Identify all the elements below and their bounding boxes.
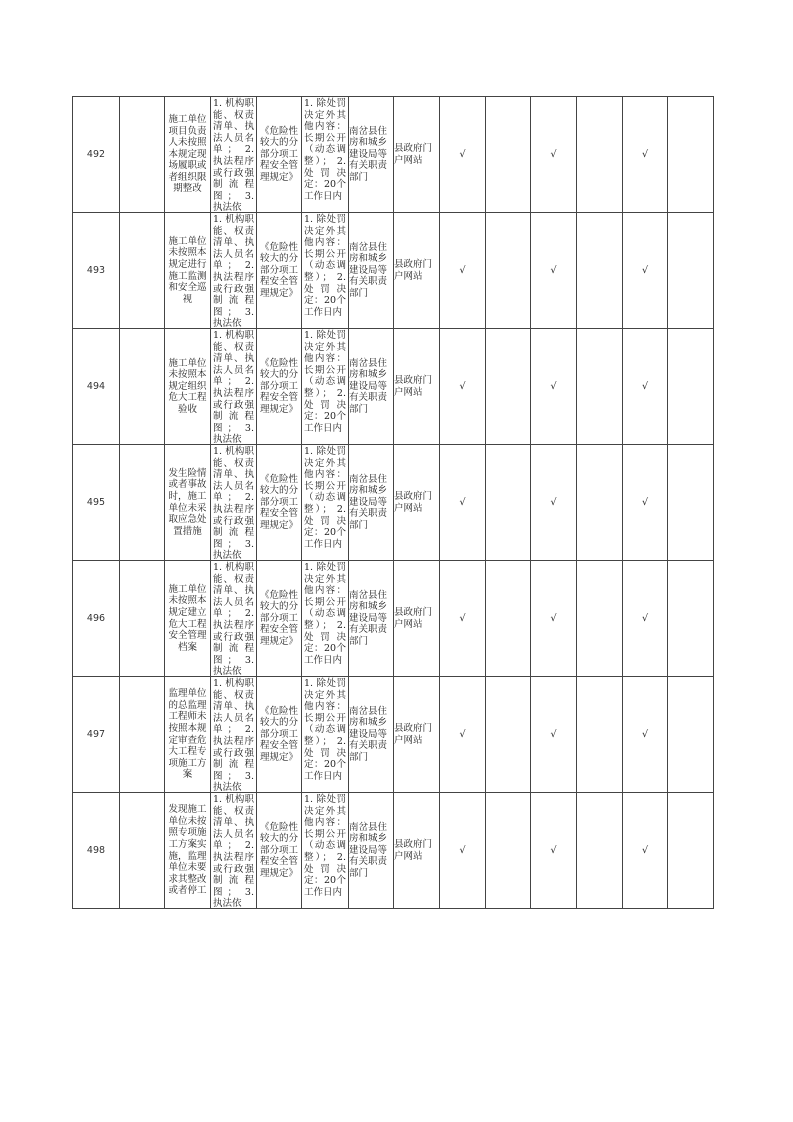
check-mark-cell: √ xyxy=(623,213,668,329)
disclosure-content-cell xyxy=(211,561,257,677)
disclosure-content-cell xyxy=(211,445,257,561)
disclosure-time-cell xyxy=(302,213,349,329)
disclosure-channel-cell: 县政府门户网站 xyxy=(394,677,440,793)
disclosure-channel-cell: 县政府门户网站 xyxy=(394,213,440,329)
disclosure-channel-cell: 县政府门户网站 xyxy=(394,793,440,909)
row-number-cell: 497 xyxy=(73,677,120,793)
empty-cell xyxy=(120,793,165,909)
disclosure-time-text: 1. 除处罚决定外其他内容：长期公开（动态调整）； 2. 处罚决定：20个工作日内 xyxy=(304,446,346,550)
empty-cell xyxy=(668,445,714,561)
check-mark-cell: √ xyxy=(440,445,486,561)
item-subject-cell xyxy=(165,677,211,793)
row-number-cell: 493 xyxy=(73,213,120,329)
disclosure-basis-cell: 《危险性较大的分部分项工程安全管理规定》 xyxy=(257,561,302,677)
disclosure-content-cell xyxy=(211,213,257,329)
disclosure-time-cell xyxy=(302,97,349,213)
row-number-cell: 496 xyxy=(73,561,120,677)
disclosure-basis-cell: 《危险性较大的分部分项工程安全管理规定》 xyxy=(257,793,302,909)
empty-cell xyxy=(120,677,165,793)
item-subject-text: 施工单位项目负责人未按照本规定现场履职或者组织限期整改 xyxy=(168,113,207,195)
empty-cell xyxy=(577,329,623,445)
check-mark-cell: √ xyxy=(440,677,486,793)
row-number-cell: 495 xyxy=(73,445,120,561)
empty-cell xyxy=(577,677,623,793)
check-mark-cell: √ xyxy=(623,97,668,213)
check-mark-cell: √ xyxy=(531,213,577,329)
disclosure-time-text: 1. 除处罚决定外其他内容：长期公开（动态调整）； 2. 处罚决定：20个工作日内 xyxy=(304,562,346,666)
responsible-dept-cell: 南岔县住房和城乡建设局等有关职责部门 xyxy=(349,793,394,909)
empty-cell xyxy=(577,793,623,909)
empty-cell xyxy=(486,97,531,213)
disclosure-basis-cell: 《危险性较大的分部分项工程安全管理规定》 xyxy=(257,677,302,793)
empty-cell xyxy=(486,329,531,445)
empty-cell xyxy=(668,329,714,445)
empty-cell xyxy=(120,213,165,329)
item-subject-cell xyxy=(165,97,211,213)
disclosure-channel-cell: 县政府门户网站 xyxy=(394,329,440,445)
row-number-cell: 492 xyxy=(73,97,120,213)
table-body xyxy=(73,97,714,909)
disclosure-time-cell xyxy=(302,329,349,445)
empty-cell xyxy=(577,213,623,329)
check-mark-cell: √ xyxy=(623,445,668,561)
check-mark-cell: √ xyxy=(531,793,577,909)
check-mark-cell: √ xyxy=(531,329,577,445)
disclosure-table xyxy=(72,96,714,909)
disclosure-content-text: 1. 机构职能、权责清单、执法人员名单； 2. 执法程序或行政强制流程图； 3. 执法依 xyxy=(213,446,254,560)
empty-cell xyxy=(577,97,623,213)
empty-cell xyxy=(668,677,714,793)
disclosure-channel-cell: 县政府门户网站 xyxy=(394,561,440,677)
item-subject-text: 监理单位的总监理工程师未按照本规定审查危大工程专项施工方案 xyxy=(168,688,207,781)
empty-cell xyxy=(486,213,531,329)
check-mark-cell: √ xyxy=(440,97,486,213)
disclosure-channel-cell: 县政府门户网站 xyxy=(394,97,440,213)
item-subject-text: 施工单位未按照本规定组织危大工程验收 xyxy=(168,357,207,415)
item-subject-text: 施工单位未按照本规定建立危大工程安全管理档案 xyxy=(168,583,207,653)
empty-cell xyxy=(120,445,165,561)
disclosure-content-text: 1. 机构职能、权责清单、执法人员名单； 2. 执法程序或行政强制流程图； 3. 执法依 xyxy=(213,794,254,908)
item-subject-text: 发现施工单位未按照专项施工方案实施，监理单位未要求其整改或者停工 xyxy=(168,804,207,897)
item-subject-cell xyxy=(165,329,211,445)
table-row xyxy=(73,213,714,329)
check-mark-cell: √ xyxy=(623,561,668,677)
check-mark-cell: √ xyxy=(623,793,668,909)
empty-cell xyxy=(668,213,714,329)
responsible-dept-cell: 南岔县住房和城乡建设局等有关职责部门 xyxy=(349,561,394,677)
item-subject-cell xyxy=(165,561,211,677)
disclosure-time-cell xyxy=(302,793,349,909)
disclosure-time-text: 1. 除处罚决定外其他内容：长期公开（动态调整）； 2. 处罚决定：20个工作日内 xyxy=(304,214,346,318)
empty-cell xyxy=(577,561,623,677)
check-mark-cell: √ xyxy=(440,793,486,909)
disclosure-content-text: 1. 机构职能、权责清单、执法人员名单； 2. 执法程序或行政强制流程图； 3. 执法依 xyxy=(213,98,254,212)
disclosure-time-cell xyxy=(302,561,349,677)
empty-cell xyxy=(120,561,165,677)
disclosure-channel-cell: 县政府门户网站 xyxy=(394,445,440,561)
responsible-dept-cell: 南岔县住房和城乡建设局等有关职责部门 xyxy=(349,445,394,561)
item-subject-text: 发生险情或者事故时，施工单位未采取应急处置措施 xyxy=(168,467,207,537)
check-mark-cell: √ xyxy=(623,329,668,445)
disclosure-basis-cell: 《危险性较大的分部分项工程安全管理规定》 xyxy=(257,97,302,213)
item-subject-text: 施工单位未按照本规定进行施工监测和安全巡视 xyxy=(168,235,207,305)
check-mark-cell: √ xyxy=(531,97,577,213)
disclosure-content-text: 1. 机构职能、权责清单、执法人员名单； 2. 执法程序或行政强制流程图； 3. 执法依 xyxy=(213,562,254,676)
responsible-dept-cell: 南岔县住房和城乡建设局等有关职责部门 xyxy=(349,97,394,213)
row-number-cell: 494 xyxy=(73,329,120,445)
empty-cell xyxy=(668,561,714,677)
disclosure-content-text: 1. 机构职能、权责清单、执法人员名单； 2. 执法程序或行政强制流程图； 3. 执法依 xyxy=(213,678,254,792)
disclosure-time-cell xyxy=(302,445,349,561)
disclosure-content-text: 1. 机构职能、权责清单、执法人员名单； 2. 执法程序或行政强制流程图； 3. 执法依 xyxy=(213,330,254,444)
empty-cell xyxy=(486,793,531,909)
table-row xyxy=(73,793,714,909)
table-row xyxy=(73,329,714,445)
empty-cell xyxy=(668,793,714,909)
empty-cell xyxy=(486,445,531,561)
check-mark-cell: √ xyxy=(440,213,486,329)
disclosure-time-text: 1. 除处罚决定外其他内容：长期公开（动态调整）； 2. 处罚决定：20个工作日内 xyxy=(304,330,346,434)
table-row xyxy=(73,677,714,793)
item-subject-cell xyxy=(165,445,211,561)
disclosure-basis-cell: 《危险性较大的分部分项工程安全管理规定》 xyxy=(257,213,302,329)
table-row xyxy=(73,97,714,213)
disclosure-time-cell xyxy=(302,677,349,793)
disclosure-content-cell xyxy=(211,793,257,909)
check-mark-cell: √ xyxy=(531,561,577,677)
check-mark-cell: √ xyxy=(531,677,577,793)
empty-cell xyxy=(120,97,165,213)
empty-cell xyxy=(120,329,165,445)
responsible-dept-cell: 南岔县住房和城乡建设局等有关职责部门 xyxy=(349,329,394,445)
check-mark-cell: √ xyxy=(623,677,668,793)
check-mark-cell: √ xyxy=(531,445,577,561)
table-row xyxy=(73,445,714,561)
check-mark-cell: √ xyxy=(440,329,486,445)
table-row xyxy=(73,561,714,677)
responsible-dept-cell: 南岔县住房和城乡建设局等有关职责部门 xyxy=(349,677,394,793)
item-subject-cell xyxy=(165,793,211,909)
disclosure-content-text: 1. 机构职能、权责清单、执法人员名单； 2. 执法程序或行政强制流程图； 3. 执法依 xyxy=(213,214,254,328)
check-mark-cell: √ xyxy=(440,561,486,677)
disclosure-time-text: 1. 除处罚决定外其他内容：长期公开（动态调整）； 2. 处罚决定：20个工作日内 xyxy=(304,678,346,782)
disclosure-content-cell xyxy=(211,329,257,445)
row-number-cell: 498 xyxy=(73,793,120,909)
empty-cell xyxy=(486,561,531,677)
empty-cell xyxy=(577,445,623,561)
disclosure-basis-cell: 《危险性较大的分部分项工程安全管理规定》 xyxy=(257,445,302,561)
disclosure-content-cell xyxy=(211,677,257,793)
empty-cell xyxy=(486,677,531,793)
disclosure-time-text: 1. 除处罚决定外其他内容：长期公开（动态调整）； 2. 处罚决定：20个工作日内 xyxy=(304,794,346,898)
disclosure-time-text: 1. 除处罚决定外其他内容：长期公开（动态调整）； 2. 处罚决定：20个工作日内 xyxy=(304,98,346,202)
disclosure-basis-cell: 《危险性较大的分部分项工程安全管理规定》 xyxy=(257,329,302,445)
item-subject-cell xyxy=(165,213,211,329)
disclosure-content-cell xyxy=(211,97,257,213)
empty-cell xyxy=(668,97,714,213)
responsible-dept-cell: 南岔县住房和城乡建设局等有关职责部门 xyxy=(349,213,394,329)
